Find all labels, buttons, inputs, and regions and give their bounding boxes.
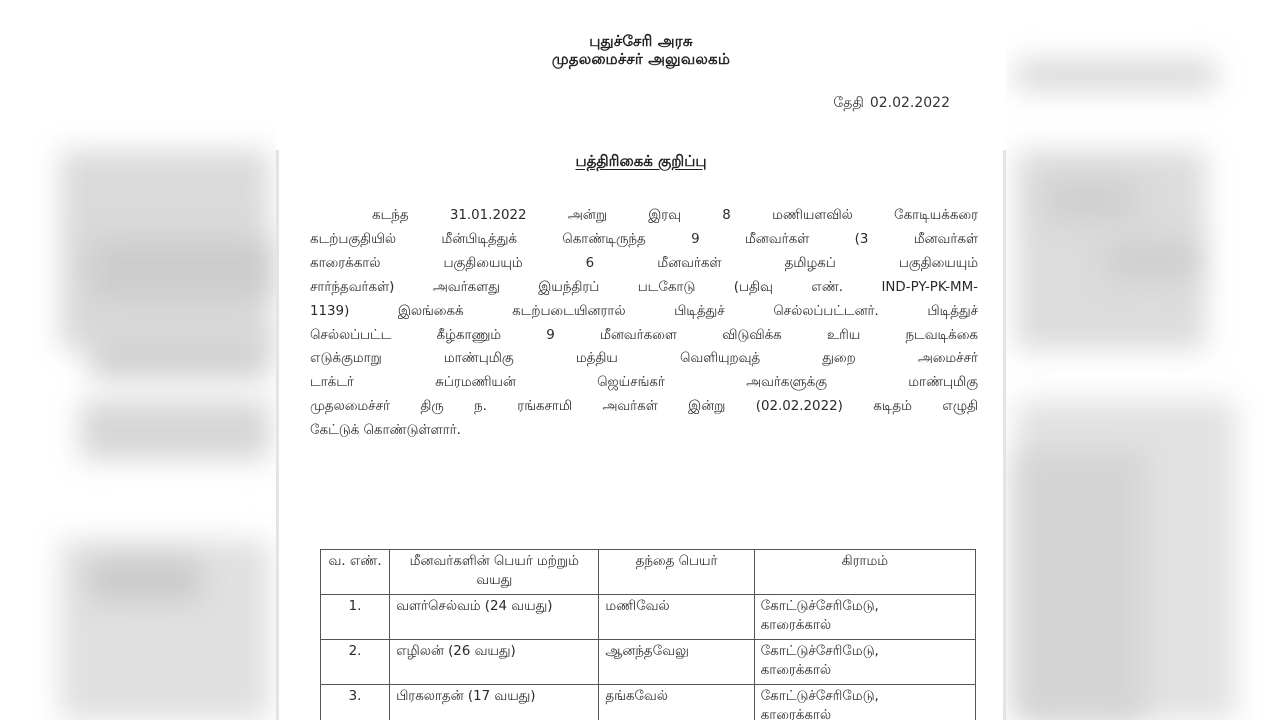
serial-cell: 2. [321, 640, 390, 685]
father-name-cell: தங்கவேல் [599, 685, 754, 720]
serial-cell: 3. [321, 685, 390, 720]
date-value: 02.02.2022 [869, 95, 950, 111]
body-line: டாக்டர் சுப்ரமணியன் ஜெய்சங்கர் அவர்களுக்கு மாண்புமிகு [310, 375, 978, 391]
table-row [321, 640, 976, 685]
body-line: முதலமைச்சர் திரு ந. ரங்கசாமி அவர்கள் இன்று (02.02.2022) கடிதம் எழுதி [310, 399, 978, 415]
body-line: சார்ந்தவர்கள்) அவர்களது இயந்திரப் படகோடு (பதிவு எண். IND-PY-PK-MM- [310, 279, 978, 295]
body-line: கேட்டுக் கொண்டுள்ளார். [310, 423, 461, 439]
body-line: 1139) இலங்கைக் கடற்படையினரால் பிடித்துச் செல்லப்பட்டனர். பிடித்துச் [310, 303, 978, 319]
name-age-cell: எழிலன் (26 வயது) [390, 640, 599, 685]
father-name-cell: மணிவேல் [599, 595, 754, 640]
body-line: எடுக்குமாறு மாண்புமிகு மத்திய வெளியுறவுத் துறை அமைச்சர் [310, 351, 978, 367]
blurred-background-right [1006, 0, 1280, 720]
body-paragraph [310, 204, 978, 443]
village-line: கோட்டுச்சேரிமேடு, [760, 644, 879, 659]
page-right-edge [1003, 150, 1006, 720]
date-label: தேதி [833, 95, 864, 111]
page-left-edge [276, 150, 279, 720]
district-line: காரைக்கால் [760, 708, 832, 720]
village-line: கோட்டுச்சேரிமேடு, [760, 689, 879, 704]
body-line: கடற்பகுதியில் மீன்பிடித்துக் கொண்டிருந்த 9 மீனவர்கள் (3 மீனவர்கள் [310, 231, 978, 247]
table-header-row [321, 550, 976, 595]
header-father-name: தந்தை பெயர் [599, 550, 754, 595]
name-age-cell: பிரகலாதன் (17 வயது) [390, 685, 599, 720]
village-cell [754, 685, 975, 720]
header-village: கிராமம் [754, 550, 975, 595]
document-date [833, 95, 950, 113]
header-serial-number: வ. எண். [321, 550, 390, 595]
district-line: காரைக்கால் [760, 663, 832, 678]
village-line: கோட்டுச்சேரிமேடு, [760, 599, 879, 614]
office-name: முதலமைச்சர் அலுவலகம் [551, 50, 731, 68]
body-line: காரைக்கால் பகுதியையும் 6 மீனவர்கள் தமிழகப் பகுதியையும் [310, 255, 978, 271]
body-line: கடந்த 31.01.2022 அன்று இரவு 8 மணியளவில் கோடியக்கரை [372, 208, 978, 223]
government-name: புதுச்சேரி அரசு [589, 32, 693, 50]
father-name-cell: ஆனந்தவேலு [599, 640, 754, 685]
press-release-page [276, 0, 1006, 720]
district-line: காரைக்கால் [760, 618, 832, 633]
table-row [321, 595, 976, 640]
header-name-and-age: மீனவர்களின் பெயர் மற்றும் வயது [390, 550, 599, 595]
village-cell [754, 595, 975, 640]
blurred-background-left [0, 0, 276, 720]
village-cell [754, 640, 975, 685]
name-age-cell: வளர்செல்வம் (24 வயது) [390, 595, 599, 640]
document-subject [276, 152, 1006, 172]
table-row [321, 685, 976, 720]
serial-cell: 1. [321, 595, 390, 640]
subject-text: பத்திரிகைக் குறிப்பு [575, 152, 707, 170]
body-line: செல்லப்பட்ட கீழ்காணும் 9 மீனவர்களை விடுவிக்க உரிய நடவடிக்கை [310, 327, 978, 343]
fishermen-table [320, 549, 976, 720]
